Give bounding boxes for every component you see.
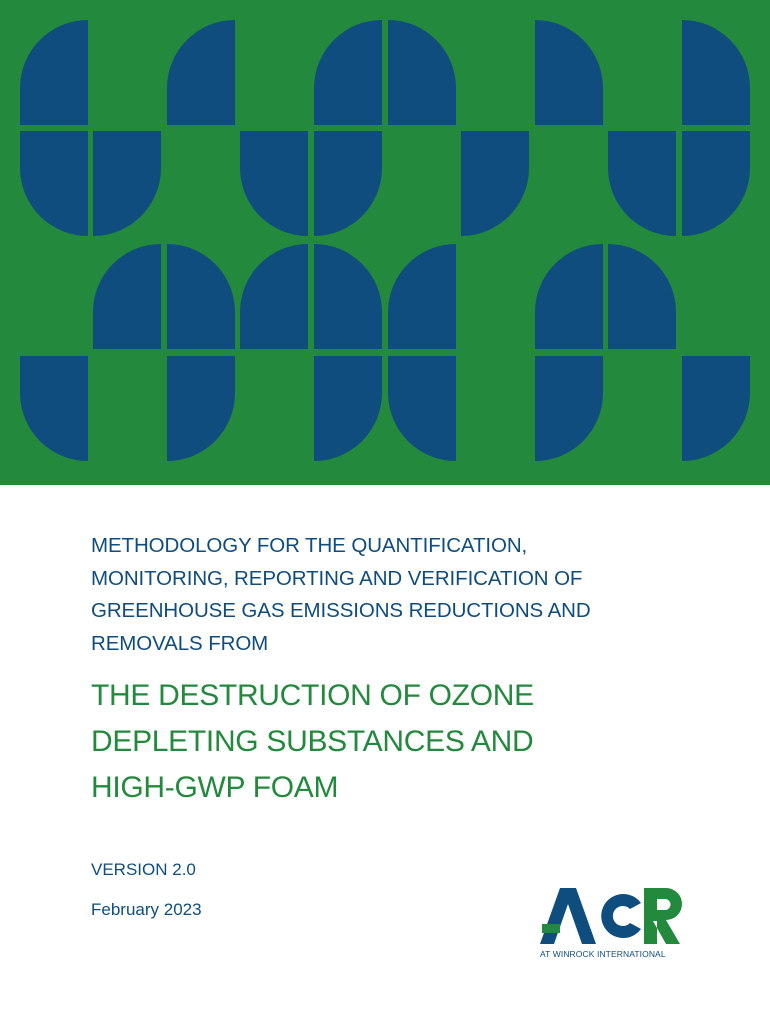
title-line: DEPLETING SUBSTANCES AND <box>91 725 534 758</box>
publication-date: February 2023 <box>91 900 202 919</box>
subtitle-line: METHODOLOGY FOR THE QUANTIFICATION, <box>91 534 528 557</box>
hero-pattern-graphic <box>0 0 770 485</box>
title-line: THE DESTRUCTION OF OZONE <box>91 679 534 712</box>
title-line: HIGH-GWP FOAM <box>91 771 339 804</box>
subtitle-line: GREENHOUSE GAS EMISSIONS REDUCTIONS AND <box>91 599 591 622</box>
subtitle-line: REMOVALS FROM <box>91 631 269 655</box>
document-title <box>91 673 691 811</box>
subtitle-line: MONITORING, REPORTING AND VERIFICATION OF <box>91 566 583 590</box>
logo-tagline: AT WINROCK INTERNATIONAL <box>540 949 666 959</box>
cover-hero-pattern <box>0 0 770 485</box>
hero-green-background <box>0 0 770 485</box>
methodology-subtitle <box>91 530 651 660</box>
version-label: VERSION 2.0 <box>91 860 196 879</box>
